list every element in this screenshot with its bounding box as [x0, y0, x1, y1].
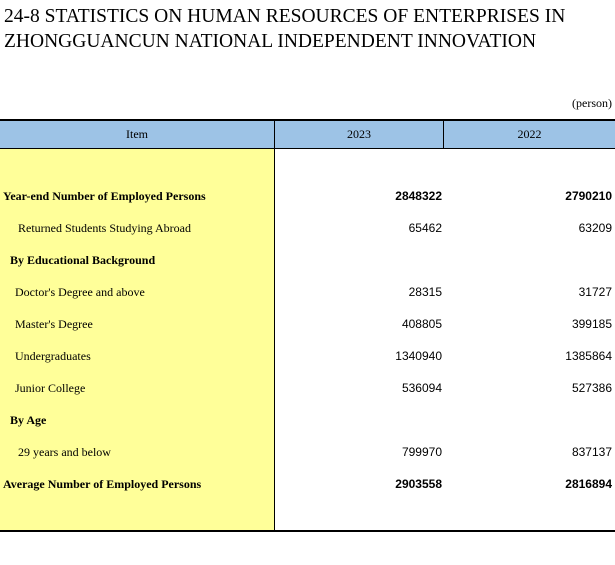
value-2023: 28315	[408, 285, 442, 299]
value-2023: 408805	[401, 317, 442, 331]
table-bottom-rule	[0, 530, 615, 532]
table-row-master	[0, 315, 615, 335]
title-line-2: ZHONGGUANCUN NATIONAL INDEPENDENT INNOVATION	[4, 31, 537, 52]
row-label: Year-end Number of Employed Persons	[3, 189, 206, 203]
row-label: Master's Degree	[15, 317, 93, 331]
row-label: 29 years and below	[18, 445, 111, 459]
table-row-junior-college	[0, 379, 615, 399]
value-2022: 31727	[578, 285, 612, 299]
row-label: Undergraduates	[15, 349, 91, 363]
table-row-undergraduates	[0, 347, 615, 367]
page-title	[4, 4, 612, 54]
value-2023: 2848322	[395, 189, 442, 203]
table-row-average-employed	[0, 475, 615, 495]
row-label: By Educational Background	[10, 253, 156, 267]
value-2022: 2816894	[565, 477, 612, 491]
value-2022: 63209	[578, 221, 612, 235]
table-row-by-education	[0, 251, 615, 271]
row-label: By Age	[10, 413, 47, 427]
value-2023: 536094	[401, 381, 442, 395]
row-label: Returned Students Studying Abroad	[18, 221, 191, 235]
value-2022: 837137	[571, 445, 612, 459]
table-row-doctor	[0, 283, 615, 303]
value-2022: 2790210	[565, 189, 612, 203]
value-2022: 399185	[571, 317, 612, 331]
header-2023: 2023	[275, 119, 444, 149]
title-line-1: 24-8 STATISTICS ON HUMAN RESOURCES OF ENTERPRISES IN	[4, 6, 566, 27]
unit-label: (person)	[572, 96, 612, 110]
table-row-year-end-employed	[0, 187, 615, 207]
value-2023: 799970	[401, 445, 442, 459]
value-2022: 527386	[571, 381, 612, 395]
value-2023: 1340940	[395, 349, 442, 363]
row-label: Junior College	[15, 381, 86, 395]
table-row-by-age	[0, 411, 615, 431]
table-row-returned-students	[0, 219, 615, 239]
header-2022: 2022	[444, 119, 615, 149]
table-row-29-and-below	[0, 443, 615, 463]
value-2022: 1385864	[565, 349, 612, 363]
header-item: Item	[0, 119, 275, 149]
row-label: Doctor's Degree and above	[15, 285, 145, 299]
row-label: Average Number of Employed Persons	[3, 477, 202, 491]
value-2023: 65462	[408, 221, 442, 235]
value-2023: 2903558	[395, 477, 442, 491]
